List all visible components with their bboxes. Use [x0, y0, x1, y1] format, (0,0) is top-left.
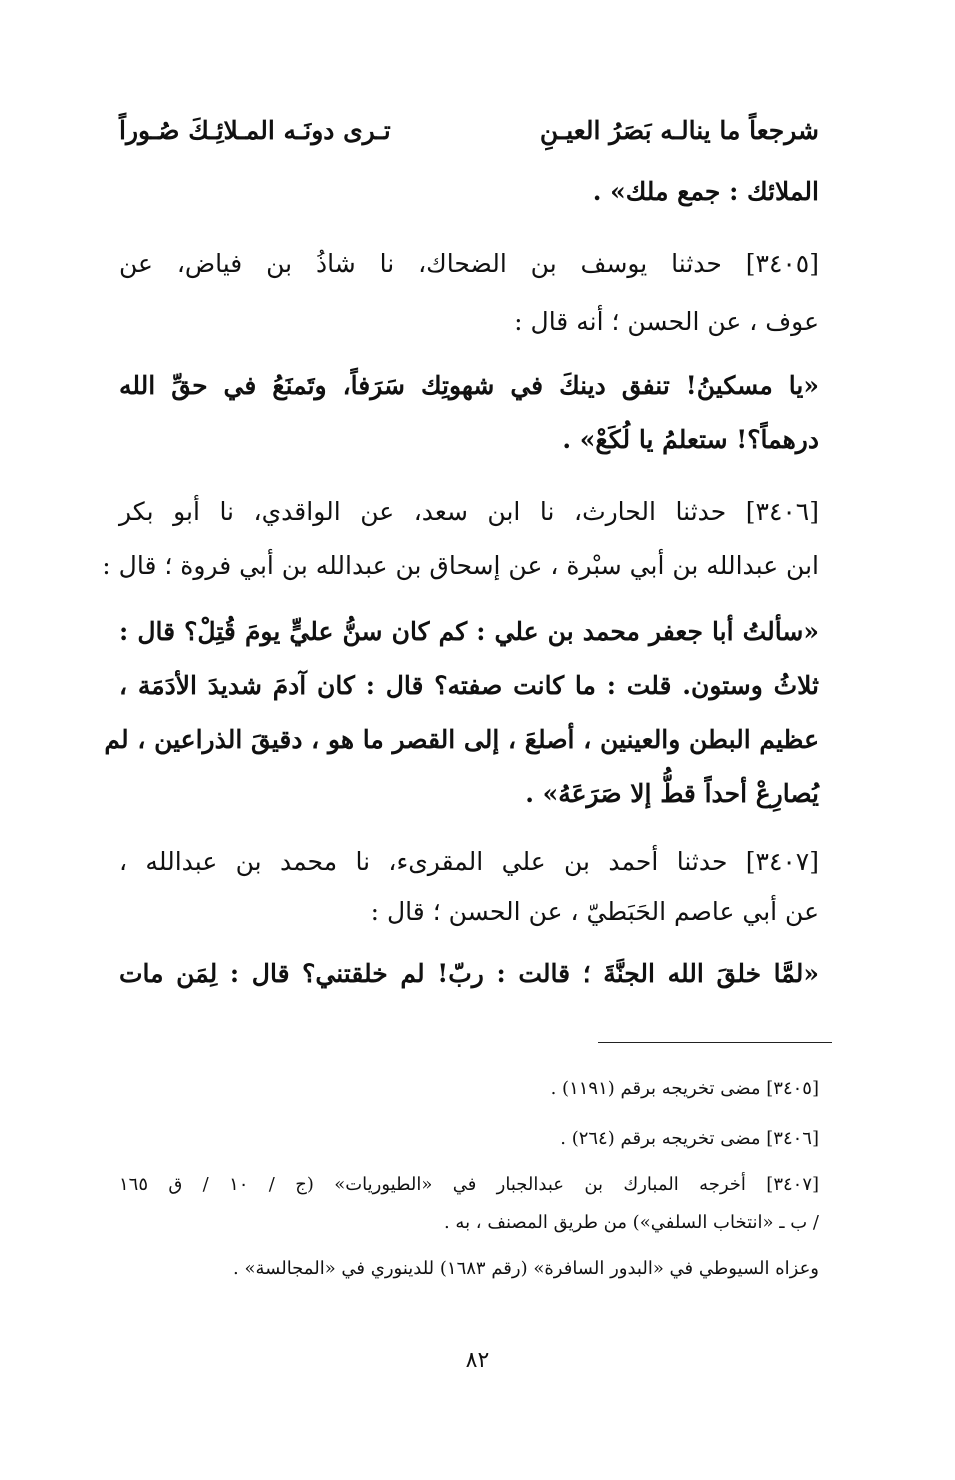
page-number: ٨٢ — [465, 1348, 490, 1373]
footnote-3405: [٣٤٠٥] مضى تخريجه برقم (١١٩١) . — [550, 1078, 819, 1099]
footnote-3406: [٣٤٠٦] مضى تخريجه برقم (٢٦٤) . — [560, 1128, 819, 1149]
hadith-3405-text-line-2: درهماً؟! ستعلمُ يا لُكَعْ» . — [562, 425, 819, 454]
hadith-3406-chain-line-2: ابن عبدالله بن أبي سبْرة ، عن إسحاق بن عبدالله بن أبي فروة ؛ قال : — [102, 551, 819, 580]
hadith-3406-text-line-3: عظيم البطن والعينين ، أصلعَ ، إلى القصر ما هو ، دقيقَ الذراعين ، لم — [104, 725, 819, 754]
footnote-3407-line-2: / ب ـ «انتخاب السلفي») من طريق المصنف ، به . — [443, 1212, 819, 1233]
footnote-separator — [598, 1042, 832, 1043]
hadith-3405-chain-line-2: عوف ، عن الحسن ؛ أنه قال : — [514, 307, 819, 336]
hadith-3405-text-line-1: «يا مسكينُ! تنفق دينكَ في شهوتِك سَرَفاً، وتَمنَعُ في حقِّ الله — [119, 371, 819, 400]
verse-hemistich-right: شرجعاً ما ينالـه بَصَرُ العيـنِ — [539, 115, 819, 145]
hadith-3405-chain-line-1: [٣٤٠٥] حدثنا يوسف بن الضحاك، نا شاذُ بن فياض، عن — [119, 249, 819, 278]
hadith-3407-chain-line-2: عن أبي عاصم الحَبَطيّ ، عن الحسن ؛ قال : — [370, 897, 819, 926]
hadith-3407-text-line-1: «لمَّا خلقَ الله الجنَّةَ ؛ قالت : ربّ! لم خلقتني؟ قال : لِمَن مات — [119, 959, 819, 988]
hadith-3406-text-line-4: يُصارِعْ أحداً قطُّ إلا صَرَعَهُ» . — [525, 779, 819, 808]
hadith-3407-chain-line-1: [٣٤٠٧] حدثنا أحمد بن علي المقرىء، نا محمد بن عبدالله ، — [119, 847, 819, 876]
footnote-3407-line-1: [٣٤٠٧] أخرجه المبارك بن عبدالجبار في «الطيوريات» (ج / ١٠ / ق ١٦٥ — [119, 1174, 820, 1195]
hadith-3406-chain-line-1: [٣٤٠٦] حدثنا الحارث، نا ابن سعد، عن الواقدي، نا أبو بكر — [119, 497, 819, 526]
verse-hemistich-left: تـرى دونَـه المـلائِـكَ صُـوراً — [119, 115, 391, 145]
hadith-3406-text-line-1: «سألتُ أبا جعفر محمد بن علي : كم كان سنُّ عليٍّ يومَ قُتِلْ؟ قال : — [119, 617, 819, 646]
poetry-verse — [119, 108, 819, 152]
footnote-3407-line-3: وعزاه السيوطي في «البدور السافرة» (رقم ١٦٨٣) للدينوري في «المجالسة» . — [233, 1258, 819, 1279]
hadith-3406-text-line-2: ثلاثُ وستون. قلت : ما كانت صفته؟ قال : كان آدمَ شديدَ الأدَمَة ، — [119, 671, 819, 700]
gloss-line: الملائك : جمع ملك» . — [592, 177, 819, 206]
